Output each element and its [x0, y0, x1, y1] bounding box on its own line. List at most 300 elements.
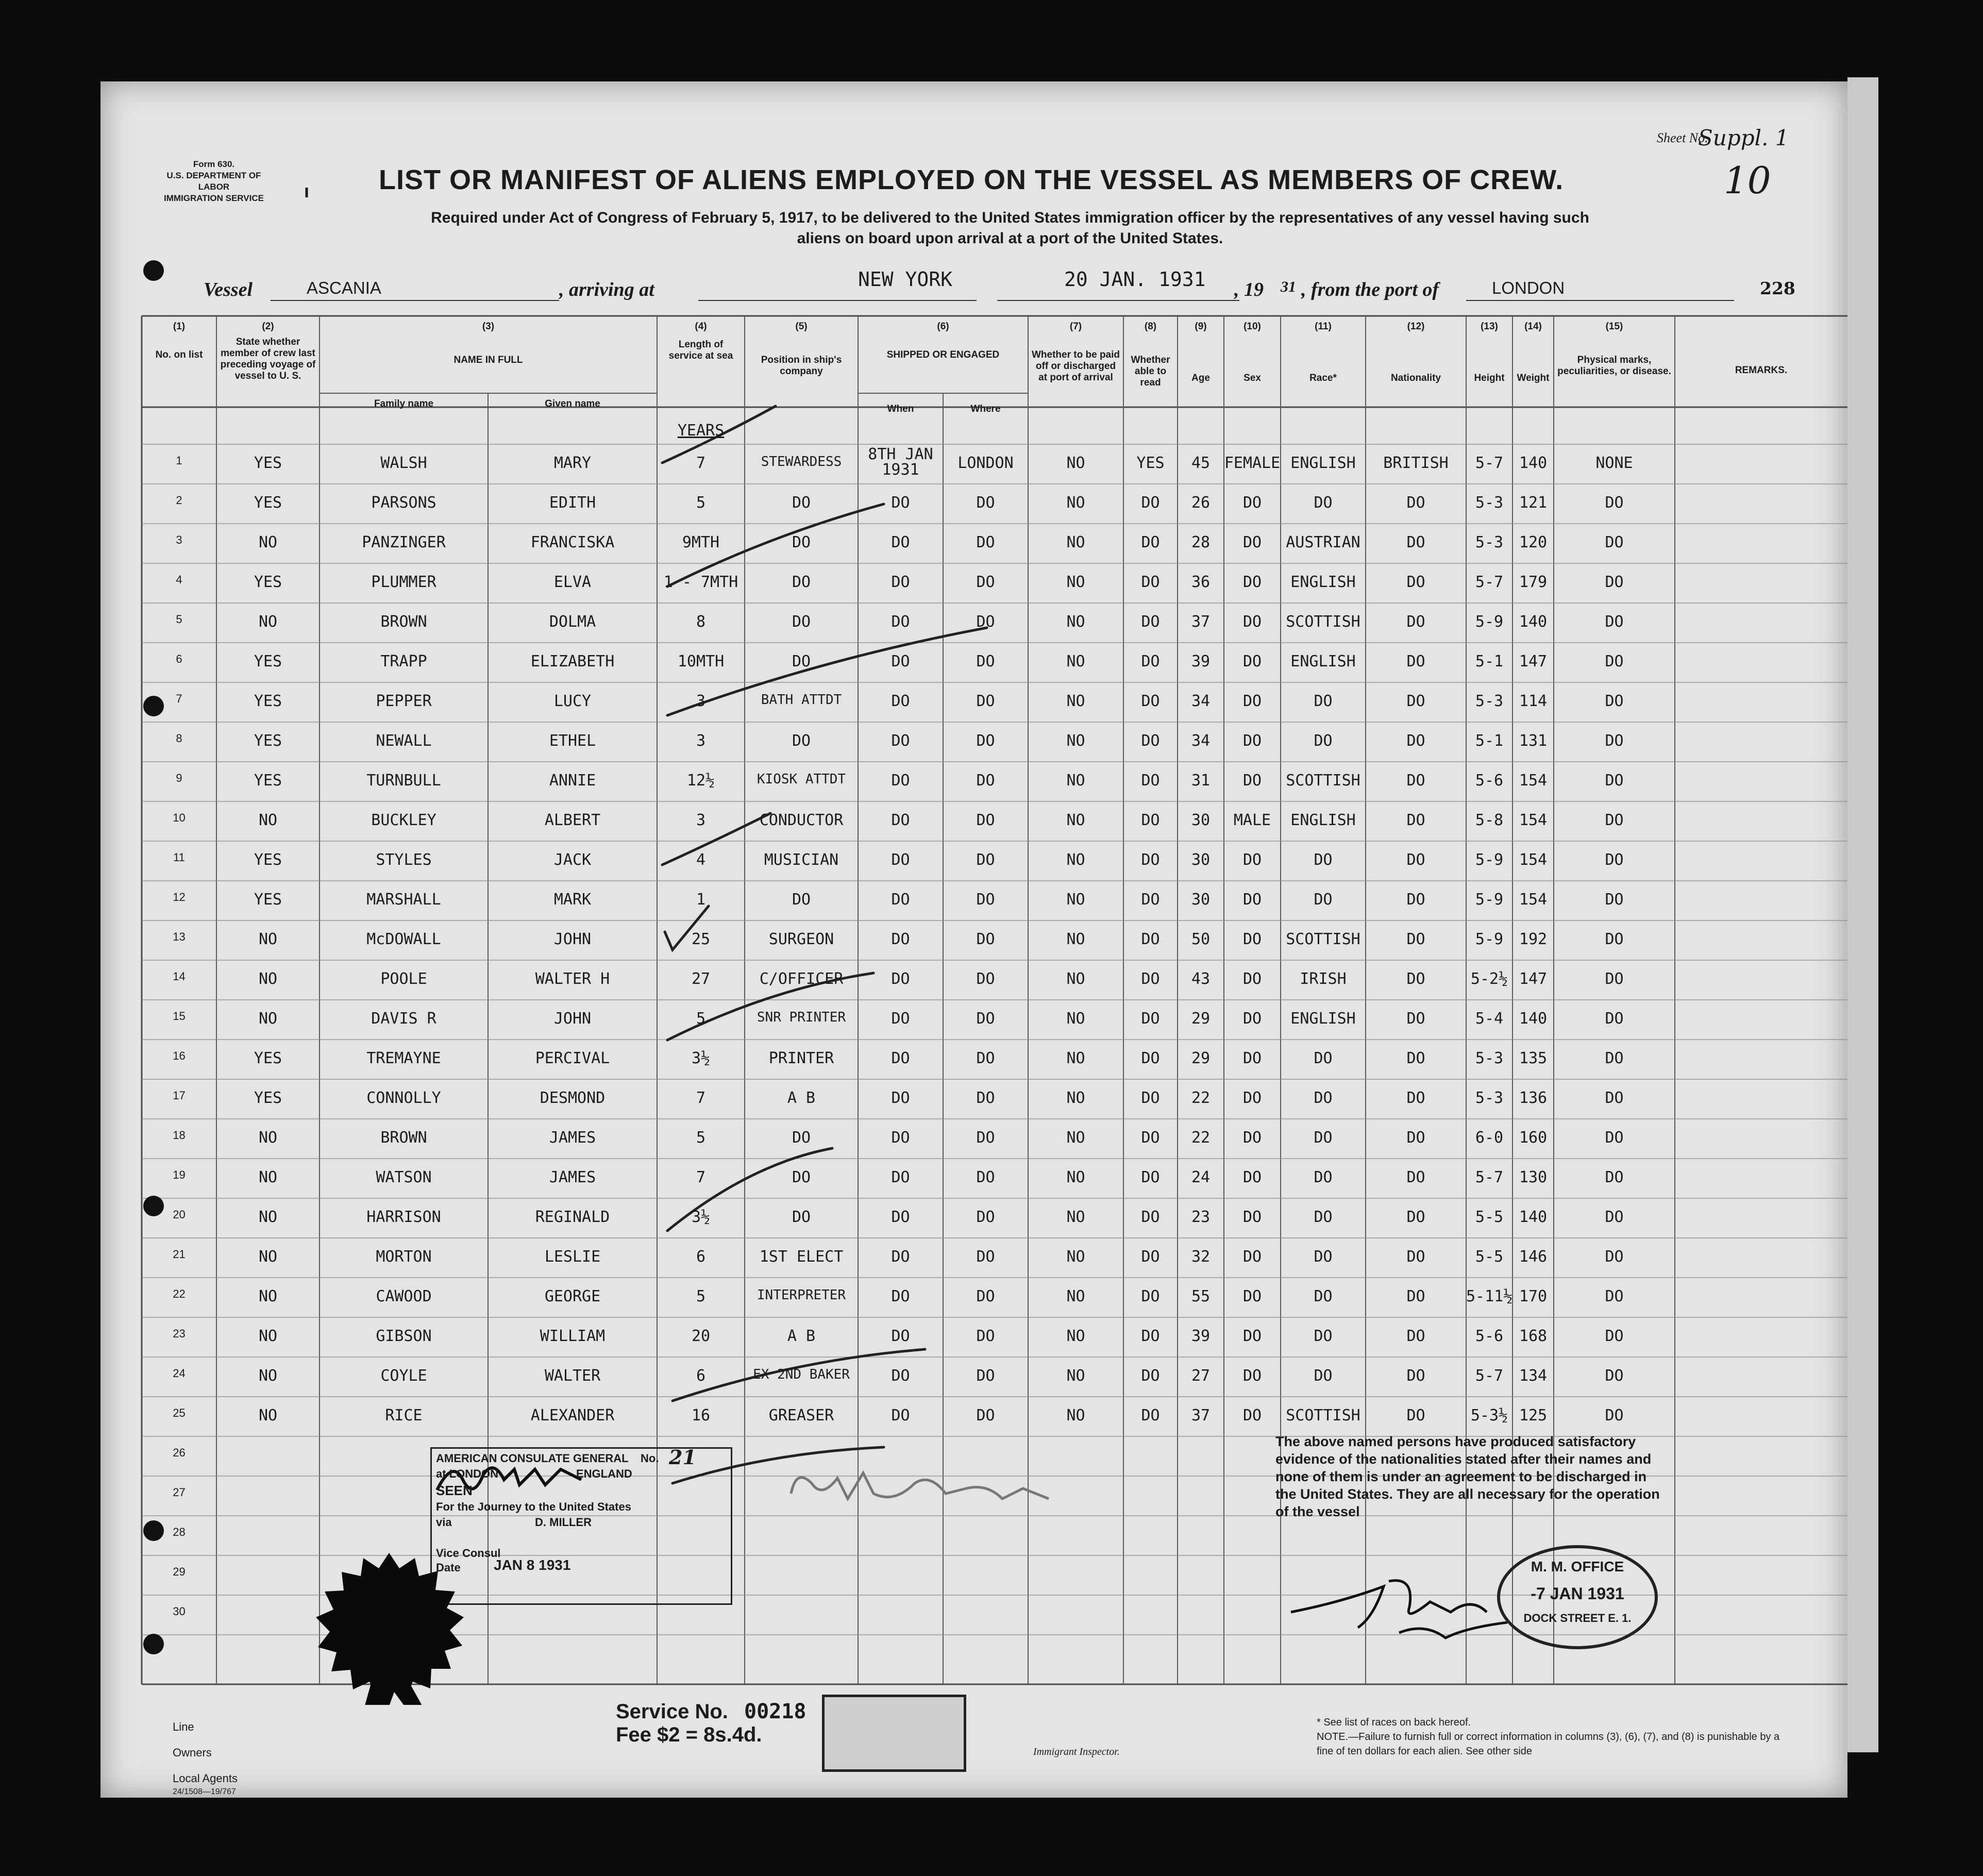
- handwritten-signature: [781, 1463, 1069, 1514]
- sex-cell: DO: [1242, 613, 1262, 631]
- height-cell: 5-3: [1475, 1089, 1504, 1107]
- given-name-cell: ALEXANDER: [530, 1406, 615, 1425]
- shipped-when-cell: DO: [891, 930, 910, 948]
- footer-note-fine: NOTE.—Failure to furnish full or correct information in columns (3), (6), (7), and (8) is punishable by a fine of ten dollars for each alien. See other side: [1317, 1731, 1780, 1757]
- row-number: 11: [173, 851, 185, 864]
- paid-off-cell: NO: [1066, 692, 1085, 710]
- shipped-when-cell: 8TH JAN 1931: [868, 445, 933, 479]
- via-label: via: [436, 1516, 452, 1529]
- shipped-when-cell: DO: [891, 891, 910, 909]
- page-number: 228: [1760, 278, 1795, 298]
- given-name-cell: REGINALD: [535, 1208, 610, 1226]
- able-to-read-cell: DO: [1141, 891, 1160, 909]
- sex-cell: MALE: [1233, 811, 1271, 829]
- service-label: Service No.: [616, 1700, 728, 1723]
- row-number: 7: [176, 692, 182, 705]
- service-length-cell: 3: [696, 692, 706, 710]
- row-number: 14: [173, 970, 186, 983]
- age-cell: 23: [1191, 1208, 1211, 1226]
- race-cell: SCOTTISH: [1286, 930, 1360, 948]
- paid-off-cell: NO: [1066, 1248, 1085, 1266]
- able-to-read-cell: DO: [1141, 732, 1160, 750]
- empty-row-number: 29: [173, 1565, 186, 1578]
- position-cell: GREASER: [768, 1406, 834, 1425]
- given-name-cell: JOHN: [553, 1010, 592, 1028]
- master-signature: [1281, 1566, 1523, 1653]
- given-name-cell: ETHEL: [549, 732, 596, 750]
- paid-off-cell: NO: [1066, 494, 1085, 512]
- position-cell: DO: [792, 573, 811, 591]
- given-name-cell: LUCY: [553, 692, 592, 710]
- position-cell: A B: [787, 1089, 816, 1107]
- family-name-cell: POOLE: [380, 970, 427, 988]
- shipped-where-cell: DO: [976, 494, 995, 512]
- physical-marks-cell: DO: [1605, 533, 1624, 551]
- row-number: 25: [173, 1406, 186, 1419]
- family-name-cell: NEWALL: [376, 732, 432, 750]
- age-cell: 34: [1191, 732, 1211, 750]
- wax-seal: [312, 1550, 466, 1705]
- shipped-when-cell: DO: [891, 1049, 910, 1067]
- consul-name: D. MILLER: [535, 1516, 592, 1529]
- age-cell: 26: [1191, 494, 1211, 512]
- weight-cell: 160: [1519, 1129, 1548, 1147]
- position-cell: DO: [792, 891, 811, 909]
- col-num-5: (5): [795, 321, 808, 332]
- punch-hole: [143, 260, 164, 281]
- physical-marks-cell: DO: [1605, 970, 1624, 988]
- position-cell: DO: [792, 494, 811, 512]
- height-cell: 5-6: [1475, 1327, 1504, 1345]
- service-length-cell: 8: [696, 613, 706, 631]
- weight-cell: 154: [1519, 772, 1548, 790]
- tick-mark: ı: [304, 180, 310, 202]
- form-number: Form 630.: [193, 159, 235, 169]
- sex-cell: DO: [1242, 1367, 1262, 1385]
- nationality-cell: DO: [1406, 1089, 1425, 1107]
- header-given-name: Given name: [545, 398, 600, 409]
- height-cell: 5-3: [1475, 692, 1504, 710]
- position-cell: STEWARDESS: [761, 454, 842, 470]
- given-name-cell: ELIZABETH: [530, 652, 615, 671]
- weight-cell: 179: [1519, 573, 1548, 591]
- nationality-cell: DO: [1406, 732, 1425, 750]
- age-cell: 34: [1191, 692, 1211, 710]
- footer-agents-label: Local Agents: [173, 1772, 238, 1785]
- able-to-read-cell: DO: [1141, 930, 1160, 948]
- given-name-cell: JAMES: [549, 1168, 596, 1186]
- able-to-read-cell: YES: [1136, 454, 1165, 472]
- shipped-when-cell: DO: [891, 652, 910, 671]
- physical-marks-cell: DO: [1605, 1089, 1624, 1107]
- shipped-when-cell: DO: [891, 851, 910, 869]
- physical-marks-cell: DO: [1605, 652, 1624, 671]
- able-to-read-cell: DO: [1141, 613, 1160, 631]
- department-name: U.S. DEPARTMENT OF LABOR: [166, 171, 261, 192]
- age-cell: 32: [1191, 1248, 1211, 1266]
- service-length-cell: 3½: [691, 1049, 711, 1067]
- header-physical: Physical marks, peculiarities, or disease.: [1557, 355, 1671, 377]
- service-name: IMMIGRATION SERVICE: [164, 193, 264, 203]
- us-voyage-cell: NO: [258, 1406, 278, 1425]
- mm-office-stamp: [1497, 1545, 1658, 1649]
- us-voyage-cell: NO: [258, 1248, 278, 1266]
- us-voyage-cell: YES: [254, 494, 282, 512]
- race-cell: DO: [1314, 1248, 1333, 1266]
- shipped-when-cell: DO: [891, 1248, 910, 1266]
- physical-marks-cell: DO: [1605, 1406, 1624, 1425]
- able-to-read-cell: DO: [1141, 1010, 1160, 1028]
- weight-cell: 120: [1519, 533, 1548, 551]
- row-number: 21: [173, 1248, 186, 1261]
- family-name-cell: WALSH: [380, 454, 427, 472]
- sex-cell: DO: [1242, 1248, 1262, 1266]
- shipped-when-cell: DO: [891, 1089, 910, 1107]
- shipped-where-cell: DO: [976, 1129, 995, 1147]
- nationality-cell: DO: [1406, 1208, 1425, 1226]
- given-name-cell: FRANCISKA: [530, 533, 615, 551]
- row-number: 4: [176, 573, 182, 586]
- race-cell: DO: [1314, 692, 1333, 710]
- paid-off-cell: NO: [1066, 1367, 1085, 1385]
- us-voyage-cell: NO: [258, 1010, 278, 1028]
- family-name-cell: STYLES: [376, 851, 432, 869]
- service-length-cell: 16: [691, 1406, 711, 1425]
- sheet-no-value: Suppl. 1: [1698, 125, 1789, 150]
- family-name-cell: MARSHALL: [366, 891, 441, 909]
- consulate-country: ENGLAND: [576, 1467, 632, 1480]
- height-cell: 5-3: [1475, 494, 1504, 512]
- race-cell: DO: [1314, 1208, 1333, 1226]
- service-length-cell: 7: [696, 454, 706, 472]
- able-to-read-cell: DO: [1141, 811, 1160, 829]
- from-port: LONDON: [1492, 278, 1565, 297]
- weight-cell: 140: [1519, 454, 1548, 472]
- sex-cell: DO: [1242, 1327, 1262, 1345]
- arriving-label: , arriving at: [559, 279, 654, 300]
- empty-row-number: 27: [173, 1486, 186, 1499]
- year-label: , 19: [1234, 279, 1264, 300]
- header-age: Age: [1191, 373, 1210, 383]
- us-voyage-cell: YES: [254, 1049, 282, 1067]
- manifest-sheet: [100, 81, 1847, 1798]
- age-cell: 37: [1191, 1406, 1211, 1425]
- paid-off-cell: NO: [1066, 1089, 1085, 1107]
- given-name-cell: ALBERT: [544, 811, 601, 829]
- age-cell: 31: [1191, 772, 1211, 790]
- nationality-cell: DO: [1406, 970, 1425, 988]
- race-cell: SCOTTISH: [1286, 613, 1360, 631]
- age-cell: 50: [1191, 930, 1211, 948]
- us-voyage-cell: YES: [254, 1089, 282, 1107]
- position-cell: PRINTER: [768, 1049, 834, 1067]
- family-name-cell: WATSON: [376, 1168, 432, 1186]
- shipped-where-cell: DO: [976, 652, 995, 671]
- physical-marks-cell: DO: [1605, 1049, 1624, 1067]
- shipped-when-cell: DO: [891, 533, 910, 551]
- service-length-cell: 9MTH: [682, 533, 720, 551]
- row-number: 1: [176, 454, 182, 467]
- weight-cell: 121: [1519, 494, 1548, 512]
- physical-marks-cell: DO: [1605, 1208, 1624, 1226]
- able-to-read-cell: DO: [1141, 970, 1160, 988]
- able-to-read-cell: DO: [1141, 1049, 1160, 1067]
- race-cell: DO: [1314, 732, 1333, 750]
- arrival-date: 20 JAN. 1931: [1064, 268, 1206, 291]
- nationality-cell: DO: [1406, 494, 1425, 512]
- us-voyage-cell: NO: [258, 930, 278, 948]
- header-race: Race*: [1309, 373, 1337, 383]
- sex-cell: DO: [1242, 1089, 1262, 1107]
- given-name-cell: LESLIE: [544, 1248, 601, 1266]
- able-to-read-cell: DO: [1141, 1287, 1160, 1305]
- sex-cell: DO: [1242, 692, 1262, 710]
- subtitle-line-1: Required under Act of Congress of February 5, 1917, to be delivered to the United States immigration officer by the representatives of any vessel having such: [431, 209, 1589, 226]
- physical-marks-cell: DO: [1605, 1168, 1624, 1186]
- shipped-where-cell: DO: [976, 1406, 995, 1425]
- shipped-when-cell: DO: [891, 1168, 910, 1186]
- position-cell: SNR PRINTER: [757, 1010, 846, 1025]
- us-voyage-cell: YES: [254, 454, 282, 472]
- age-cell: 30: [1191, 891, 1211, 909]
- shipped-where-cell: DO: [976, 613, 995, 631]
- footer-code: 24/1508—19/767: [173, 1787, 236, 1796]
- header-height: Height: [1474, 373, 1505, 383]
- page-title: LIST OR MANIFEST OF ALIENS EMPLOYED ON THE VESSEL AS MEMBERS OF CREW.: [379, 164, 1564, 195]
- consulate-no-value: 21: [669, 1446, 696, 1469]
- race-cell: ENGLISH: [1290, 811, 1356, 829]
- consul-date-label: Date: [436, 1561, 461, 1574]
- us-voyage-cell: NO: [258, 1208, 278, 1226]
- from-label: , from the port of: [1301, 279, 1439, 300]
- given-name-cell: WALTER: [544, 1367, 601, 1385]
- shipped-where-cell: DO: [976, 851, 995, 869]
- given-name-cell: MARY: [553, 454, 592, 472]
- position-cell: SURGEON: [768, 930, 834, 948]
- able-to-read-cell: DO: [1141, 573, 1160, 591]
- given-name-cell: GEORGE: [544, 1287, 601, 1305]
- nationality-cell: DO: [1406, 891, 1425, 909]
- weight-cell: 154: [1519, 811, 1548, 829]
- age-cell: 24: [1191, 1168, 1211, 1186]
- height-cell: 5-5: [1475, 1248, 1504, 1266]
- physical-marks-cell: DO: [1605, 613, 1624, 631]
- paid-off-cell: NO: [1066, 851, 1085, 869]
- position-cell: DO: [792, 613, 811, 631]
- sex-cell: DO: [1242, 1287, 1262, 1305]
- nationality-cell: DO: [1406, 1248, 1425, 1266]
- paid-off-cell: NO: [1066, 1327, 1085, 1345]
- us-voyage-cell: YES: [254, 772, 282, 790]
- row-number: 13: [173, 930, 186, 943]
- sex-cell: DO: [1242, 891, 1262, 909]
- family-name-cell: BROWN: [380, 1129, 427, 1147]
- sex-cell: DO: [1242, 573, 1262, 591]
- family-name-cell: PEPPER: [376, 692, 432, 710]
- weight-cell: 154: [1519, 851, 1548, 869]
- position-cell: DO: [792, 732, 811, 750]
- given-name-cell: EDITH: [549, 494, 596, 512]
- height-cell: 5-7: [1475, 454, 1504, 472]
- sex-cell: DO: [1242, 1406, 1262, 1425]
- header-whether-paid: Whether to be paid off or discharged at port of arrival: [1032, 349, 1120, 383]
- mm-office-title: M. M. OFFICE: [1531, 1559, 1624, 1574]
- height-cell: 5-11½: [1466, 1287, 1513, 1305]
- seen-label: SEEN: [436, 1483, 473, 1498]
- col-num-6: (6): [937, 321, 949, 332]
- physical-marks-cell: DO: [1605, 573, 1624, 591]
- height-cell: 5-7: [1475, 1168, 1504, 1186]
- row-number: 17: [173, 1089, 186, 1102]
- footer-owners-label: Owners: [173, 1746, 212, 1759]
- able-to-read-cell: DO: [1141, 772, 1160, 790]
- us-voyage-cell: NO: [258, 1129, 278, 1147]
- service-length-cell: 3½: [691, 1208, 711, 1226]
- header-no-on-list: No. on list: [155, 349, 203, 360]
- col-num-10: (10): [1243, 321, 1261, 332]
- race-cell: DO: [1314, 494, 1333, 512]
- footer-note-races: * See list of races on back hereof.: [1317, 1717, 1471, 1728]
- family-name-cell: PARSONS: [371, 494, 436, 512]
- height-cell: 6-0: [1475, 1129, 1504, 1147]
- weight-cell: 170: [1519, 1287, 1548, 1305]
- race-cell: SCOTTISH: [1286, 1406, 1360, 1425]
- nationality-cell: DO: [1406, 1406, 1425, 1425]
- able-to-read-cell: DO: [1141, 1089, 1160, 1107]
- position-cell: DO: [792, 1168, 811, 1186]
- paid-off-cell: NO: [1066, 1049, 1085, 1067]
- able-to-read-cell: DO: [1141, 1406, 1160, 1425]
- service-length-cell: 12½: [686, 772, 715, 790]
- row-number: 19: [173, 1168, 186, 1181]
- race-cell: DO: [1314, 1367, 1333, 1385]
- paid-off-cell: NO: [1066, 732, 1085, 750]
- position-cell: DO: [792, 1129, 811, 1147]
- family-name-cell: TREMAYNE: [366, 1049, 441, 1067]
- col-num-11: (11): [1315, 321, 1332, 332]
- us-voyage-cell: NO: [258, 1287, 278, 1305]
- age-cell: 22: [1191, 1129, 1211, 1147]
- paid-off-cell: NO: [1066, 533, 1085, 551]
- weight-cell: 135: [1519, 1049, 1548, 1067]
- height-cell: 5-1: [1475, 732, 1504, 750]
- family-name-cell: CAWOOD: [376, 1287, 432, 1305]
- paid-off-cell: NO: [1066, 1287, 1085, 1305]
- sex-cell: FEMALE: [1224, 454, 1281, 472]
- nationality-cell: DO: [1406, 851, 1425, 869]
- weight-cell: 140: [1519, 1208, 1548, 1226]
- punch-hole: [143, 696, 164, 716]
- service-length-cell: 3: [696, 732, 706, 750]
- nationality-cell: DO: [1406, 573, 1425, 591]
- weight-cell: 192: [1519, 930, 1548, 948]
- height-cell: 5-9: [1475, 891, 1504, 909]
- consulate-title: AMERICAN CONSULATE GENERAL: [436, 1452, 629, 1465]
- shipped-where-cell: DO: [976, 970, 995, 988]
- given-name-cell: JACK: [553, 851, 592, 869]
- paid-off-cell: NO: [1066, 1208, 1085, 1226]
- age-cell: 39: [1191, 1327, 1211, 1345]
- header-where: Where: [970, 404, 1001, 414]
- nationality-cell: DO: [1406, 652, 1425, 671]
- race-cell: DO: [1314, 851, 1333, 869]
- height-cell: 5-9: [1475, 930, 1504, 948]
- nationality-statement: The above named persons have produced satisfactory evidence of the nationalities stated after their names and none of them is under an agreement to be discharged in the United States. They are all necessary for the operation of the vessel: [1275, 1434, 1660, 1519]
- shipped-where-cell: DO: [976, 1248, 995, 1266]
- position-cell: DO: [792, 652, 811, 671]
- given-name-cell: ELVA: [553, 573, 592, 591]
- physical-marks-cell: DO: [1605, 772, 1624, 790]
- able-to-read-cell: DO: [1141, 1168, 1160, 1186]
- able-to-read-cell: DO: [1141, 494, 1160, 512]
- sex-cell: DO: [1242, 851, 1262, 869]
- given-name-cell: ANNIE: [549, 772, 596, 790]
- age-cell: 37: [1191, 613, 1211, 631]
- height-cell: 5-6: [1475, 772, 1504, 790]
- footer-notes: [1317, 1715, 1780, 1758]
- footer-line-label: Line: [173, 1720, 194, 1733]
- service-length-cell: 5: [696, 1010, 706, 1028]
- header-nationality: Nationality: [1390, 373, 1441, 383]
- col-num-14: (14): [1524, 321, 1542, 332]
- family-name-cell: COYLE: [380, 1367, 427, 1385]
- weight-cell: 130: [1519, 1168, 1548, 1186]
- age-cell: 55: [1191, 1287, 1211, 1305]
- shipped-where-cell: DO: [976, 1208, 995, 1226]
- race-cell: DO: [1314, 1049, 1333, 1067]
- shipped-when-cell: DO: [891, 692, 910, 710]
- year-digit: 31: [1281, 278, 1296, 295]
- physical-marks-cell: DO: [1605, 930, 1624, 948]
- position-cell: KIOSK ATTDT: [757, 772, 846, 787]
- age-cell: 30: [1191, 851, 1211, 869]
- position-cell: DO: [792, 533, 811, 551]
- shipped-when-cell: DO: [891, 613, 910, 631]
- service-length-cell: 4: [696, 851, 706, 869]
- nationality-cell: DO: [1406, 1049, 1425, 1067]
- sheet-no-label: Sheet No.: [1657, 130, 1708, 145]
- service-length-cell: 7: [696, 1089, 706, 1107]
- sheet-edge: [1847, 77, 1878, 1752]
- age-cell: 29: [1191, 1010, 1211, 1028]
- nationality-cell: DO: [1406, 930, 1425, 948]
- family-name-cell: PANZINGER: [362, 533, 446, 551]
- col-num-4: (4): [695, 321, 707, 332]
- consulate-location: at LONDON: [436, 1467, 498, 1480]
- weight-cell: 131: [1519, 732, 1548, 750]
- nationality-cell: DO: [1406, 1327, 1425, 1345]
- given-name-cell: WILLIAM: [540, 1327, 606, 1345]
- nationality-cell: DO: [1406, 1010, 1425, 1028]
- able-to-read-cell: DO: [1141, 652, 1160, 671]
- sex-cell: DO: [1242, 1168, 1262, 1186]
- service-length-cell: 27: [691, 970, 711, 988]
- height-cell: 5-8: [1475, 811, 1504, 829]
- row-number: 20: [173, 1208, 186, 1221]
- position-cell: EX 2ND BAKER: [753, 1367, 850, 1382]
- race-cell: ENGLISH: [1290, 454, 1356, 472]
- row-number: 15: [173, 1010, 186, 1023]
- family-name-cell: TRAPP: [380, 652, 427, 671]
- family-name-cell: RICE: [385, 1406, 423, 1425]
- row-number: 18: [173, 1129, 186, 1142]
- us-voyage-cell: NO: [258, 1327, 278, 1345]
- paid-off-cell: NO: [1066, 1406, 1085, 1425]
- weight-cell: 125: [1519, 1406, 1548, 1425]
- service-number-row: [616, 1700, 806, 1723]
- paid-off-cell: NO: [1066, 970, 1085, 988]
- sex-cell: DO: [1242, 494, 1262, 512]
